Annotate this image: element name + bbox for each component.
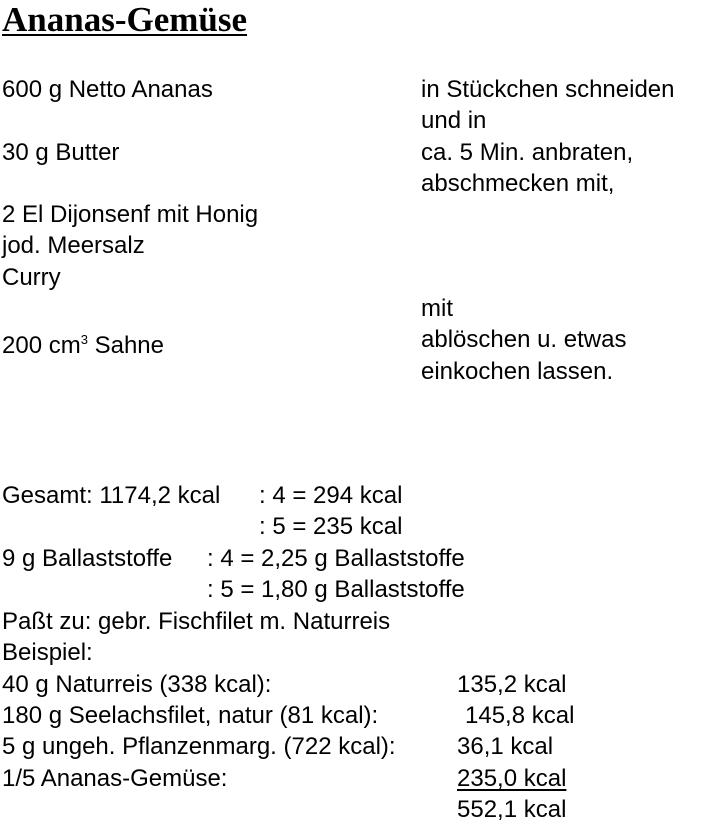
example-kcal: 145,8 kcal — [465, 702, 575, 729]
ingredient-curry: Curry — [2, 264, 61, 291]
step-deglaze: ablöschen u. etwas — [421, 326, 627, 353]
cream-name: Sahne — [87, 332, 165, 359]
cream-superscript: 3 — [80, 332, 88, 347]
fiber-per-4: : 4 = 2,25 g Ballaststoffe — [207, 545, 465, 572]
ingredient-cream — [2, 324, 164, 361]
example-item: 5 g ungeh. Pflanzenmarg. (722 kcal): — [2, 733, 396, 760]
example-kcal-underlined: 235,0 kcal — [457, 765, 567, 792]
example-item: 180 g Seelachsfilet, natur (81 kcal): — [2, 702, 379, 729]
total-kcal: Gesamt: 1174,2 kcal — [2, 482, 221, 509]
example-item: 1/5 Ananas-Gemüse: — [2, 765, 228, 792]
total-per-4: : 4 = 294 kcal — [259, 482, 403, 509]
example-kcal: 135,2 kcal — [457, 671, 567, 698]
page-title: Ananas-Gemüse — [2, 0, 248, 39]
fiber-total: 9 g Ballaststoffe — [2, 545, 173, 572]
step-fry: ca. 5 Min. anbraten, — [421, 139, 634, 166]
example-kcal: 36,1 kcal — [457, 733, 554, 760]
step-cut: in Stückchen schneiden — [421, 76, 675, 103]
step-season: abschmecken mit, — [421, 170, 615, 197]
step-reduce: einkochen lassen. — [421, 358, 614, 385]
ingredient-pineapple: 600 g Netto Ananas — [2, 76, 213, 103]
example-item: 40 g Naturreis (338 kcal): — [2, 671, 272, 698]
ingredient-salt: jod. Meersalz — [2, 232, 145, 259]
ingredient-mustard: 2 El Dijonsenf mit Honig — [2, 201, 259, 228]
step-and-in: und in — [421, 107, 487, 134]
cream-amount: 200 cm — [2, 332, 81, 359]
total-per-5: : 5 = 235 kcal — [259, 513, 403, 540]
ingredient-butter: 30 g Butter — [2, 139, 120, 166]
pairing-note: Paßt zu: gebr. Fischfilet m. Naturreis — [2, 608, 391, 635]
example-total: 552,1 kcal — [457, 796, 567, 823]
fiber-per-5: : 5 = 1,80 g Ballaststoffe — [207, 576, 465, 603]
step-with: mit — [421, 295, 453, 322]
example-label: Beispiel: — [2, 639, 93, 666]
